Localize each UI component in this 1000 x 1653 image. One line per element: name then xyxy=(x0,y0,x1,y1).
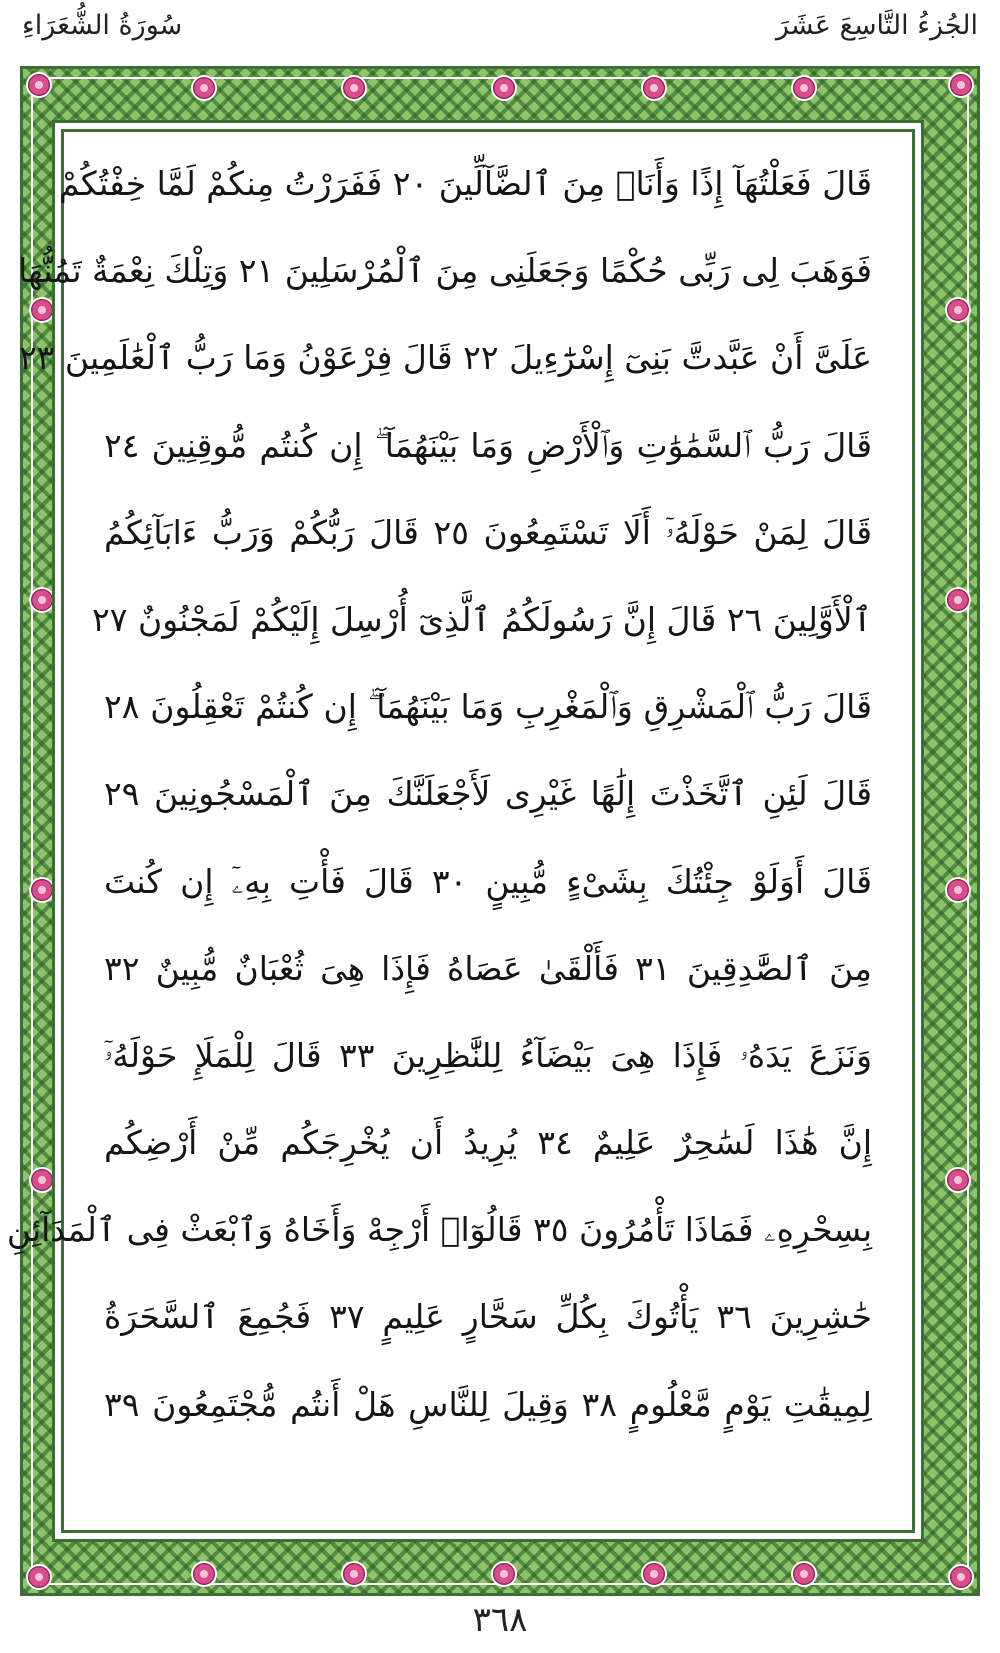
text-line: قَالَ لَئِنِ ٱتَّخَذْتَ إِلَٰهًا غَيْرِى لَأَجْعَلَنَّكَ مِنَ ٱلْمَسْجُونِينَ ٢٩ xyxy=(104,774,872,814)
text-line: لِمِيقَٰتِ يَوْمٍ مَّعْلُومٍ ٣٨ وَقِيلَ لِلنَّاسِ هَلْ أَنتُم مُّجْتَمِعُونَ ٣٩ xyxy=(104,1384,872,1424)
rosette-icon xyxy=(343,77,365,99)
rosette-icon xyxy=(493,77,515,99)
text-line: عَلَىَّ أَنْ عَبَّدتَّ بَنِىٓ إِسْرَٰٓءِيلَ ٢٢ قَالَ فِرْعَوْنُ وَمَا رَبُّ ٱلْعَٰلَمِينَ ٢٣ xyxy=(18,338,872,378)
rosette-icon xyxy=(950,74,972,96)
text-line: وَنَزَعَ يَدَهُۥ فَإِذَا هِىَ بَيْضَآءُ لِلنَّٰظِرِينَ ٣٣ قَالَ لِلْمَلَإِ حَوْلَهُۥٓ xyxy=(104,1035,872,1075)
juz-header: الجُزءُ التَّاسِعَ عَشَرَ xyxy=(775,10,978,41)
rosette-icon xyxy=(947,299,969,321)
text-line: قَالَ رَبُّ ٱلْمَشْرِقِ وَٱلْمَغْرِبِ وَمَا بَيْنَهُمَآ ۖ إِن كُنتُمْ تَعْقِلُونَ ٢٨ xyxy=(104,687,872,727)
text-line: قَالَ لِمَنْ حَوْلَهُۥٓ أَلَا تَسْتَمِعُونَ ٢٥ قَالَ رَبُّكُمْ وَرَبُّ ءَابَآئِكُمُ xyxy=(104,512,872,552)
rosette-icon xyxy=(947,589,969,611)
text-line: حَٰشِرِينَ ٣٦ يَأْتُوكَ بِكُلِّ سَحَّارٍ عَلِيمٍ ٣٧ فَجُمِعَ ٱلسَّحَرَةُ xyxy=(104,1297,873,1337)
rosette-icon xyxy=(947,879,969,901)
text-line: قَالَ فَعَلْتُهَآ إِذًا وَأَنَا۠ مِنَ ٱلضَّآلِّينَ ٢٠ فَفَرَرْتُ مِنكُمْ لَمَّا خِفْتُكُمْ xyxy=(58,164,872,203)
rosette-icon xyxy=(793,77,815,99)
rosette-icon xyxy=(793,1563,815,1585)
text-line: قَالَ أَوَلَوْ جِئْتُكَ بِشَىْءٍ مُّبِينٍ ٣٠ قَالَ فَأْتِ بِهِۦٓ إِن كُنتَ xyxy=(104,861,873,901)
rosette-icon xyxy=(193,1563,215,1585)
rosette-icon xyxy=(343,1563,365,1585)
rosette-icon xyxy=(31,879,53,901)
text-panel xyxy=(6,129,915,1533)
rosette-icon xyxy=(28,1566,50,1588)
rosette-icon xyxy=(28,74,50,96)
rosette-icon xyxy=(493,1563,515,1585)
rosette-icon xyxy=(947,1169,969,1191)
text-line: فَوَهَبَ لِى رَبِّى حُكْمًا وَجَعَلَنِى مِنَ ٱلْمُرْسَلِينَ ٢١ وَتِلْكَ نِعْمَةٌ تَمُنُّهَا xyxy=(18,251,872,291)
rosette-icon xyxy=(31,589,53,611)
text-line: ٱلْأَوَّلِينَ ٢٦ قَالَ إِنَّ رَسُولَكُمُ ٱلَّذِىٓ أُرْسِلَ إِلَيْكُمْ لَمَجْنُونٌ ٢٧ xyxy=(92,599,872,639)
text-line: قَالَ رَبُّ ٱلسَّمَٰوَٰتِ وَٱلْأَرْضِ وَمَا بَيْنَهُمَآ ۖ إِن كُنتُم مُّوقِنِينَ ٢٤ xyxy=(104,425,872,465)
surah-header: سُورَةُ الشُّعَرَاءِ xyxy=(22,10,183,41)
text-line: إِنَّ هَٰذَا لَسَٰحِرٌ عَلِيمٌ ٣٤ يُرِيدُ أَن يُخْرِجَكُم مِّنْ أَرْضِكُم xyxy=(104,1123,873,1163)
rosette-icon xyxy=(643,77,665,99)
ornamental-border xyxy=(6,66,980,1596)
verse-lines xyxy=(6,140,873,1448)
text-line: مِنَ ٱلصَّٰدِقِينَ ٣١ فَأَلْقَىٰ عَصَاهُ فَإِذَا هِىَ ثُعْبَانٌ مُّبِينٌ ٣٢ xyxy=(104,948,872,988)
page-number: ٣٦٨ xyxy=(472,1600,528,1640)
text-line: بِسِحْرِهِۦ فَمَاذَا تَأْمُرُونَ ٣٥ قَالُوٓا۟ أَرْجِهْ وَأَخَاهُ وَٱبْعَثْ فِى ٱلْمَدَآئِنِ xyxy=(6,1210,872,1250)
rosette-icon xyxy=(643,1563,665,1585)
rosette-icon xyxy=(193,77,215,99)
rosette-icon xyxy=(950,1566,972,1588)
